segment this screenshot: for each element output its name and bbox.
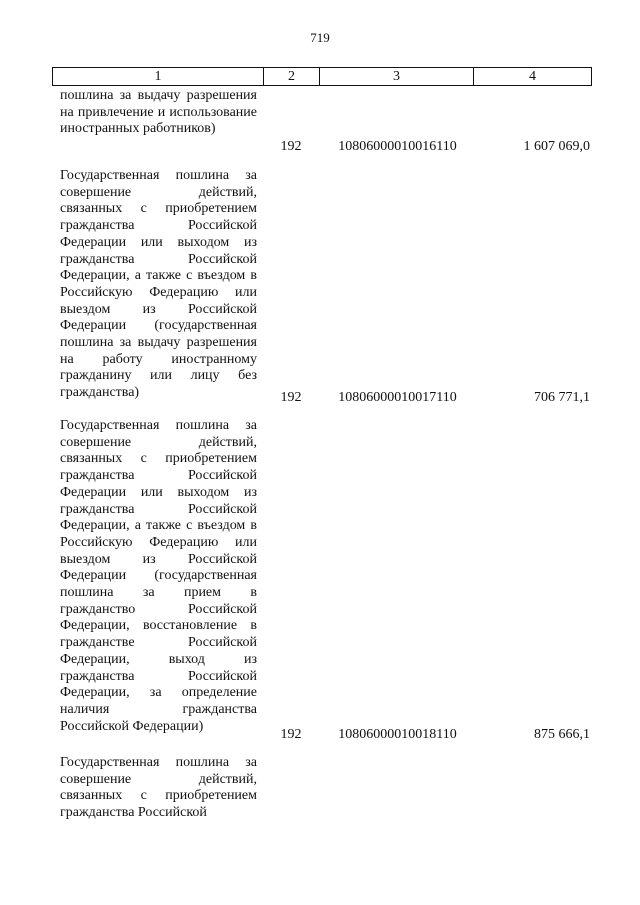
header-col-4: 4 [529, 69, 536, 84]
header-col-2: 2 [264, 68, 320, 85]
header-col-1: 1 [53, 68, 264, 85]
row-3-description: Государственная пошлина за совершение действий, связанных с приобретением гражданства Российской Федерации или выходом из гражданства Российской Федерации, а также с въездом в Российскую Федерацию или выездом из Российской Федерации (государственная пошлина за прием в гражданство Российской Федерации, восстановление в гражданстве Российской Федерации, выход из гражданства Российской Федерации, за определение наличия гражданства Российской Федерации) [60, 418, 257, 734]
row-2-budget-code: 10806000010017110 [338, 390, 457, 405]
row-1-description: пошлина за выдачу разрешения на привлечение и использование иностранных работников) [60, 88, 257, 137]
row-2-admin-code: 192 [280, 390, 302, 405]
row-4-description: Государственная пошлина за совершение действий, связанных с приобретением гражданства Российской [60, 755, 257, 821]
row-2-amount: 706 771,1 [534, 390, 590, 405]
row-3-budget-code: 10806000010018110 [338, 727, 457, 742]
row-1-budget-code: 10806000010016110 [338, 139, 457, 154]
row-1-amount: 1 607 069,0 [523, 139, 590, 154]
row-1-admin-code: 192 [280, 139, 302, 154]
row-3-admin-code: 192 [280, 727, 302, 742]
row-2-description: Государственная пошлина за совершение действий, связанных с приобретением гражданства Российской Федерации или выходом из гражданства Российской Федерации, а также с въездом в Российскую Федерацию или выездом из Российской Федерации (государственная пошлина за выдачу разрешения на работу иностранному гражданину или лицу без гражданства) [60, 168, 257, 401]
table-header [52, 67, 592, 86]
page-number: 719 [310, 30, 330, 45]
row-3-amount: 875 666,1 [534, 727, 590, 742]
header-col-3: 3 [320, 68, 474, 85]
